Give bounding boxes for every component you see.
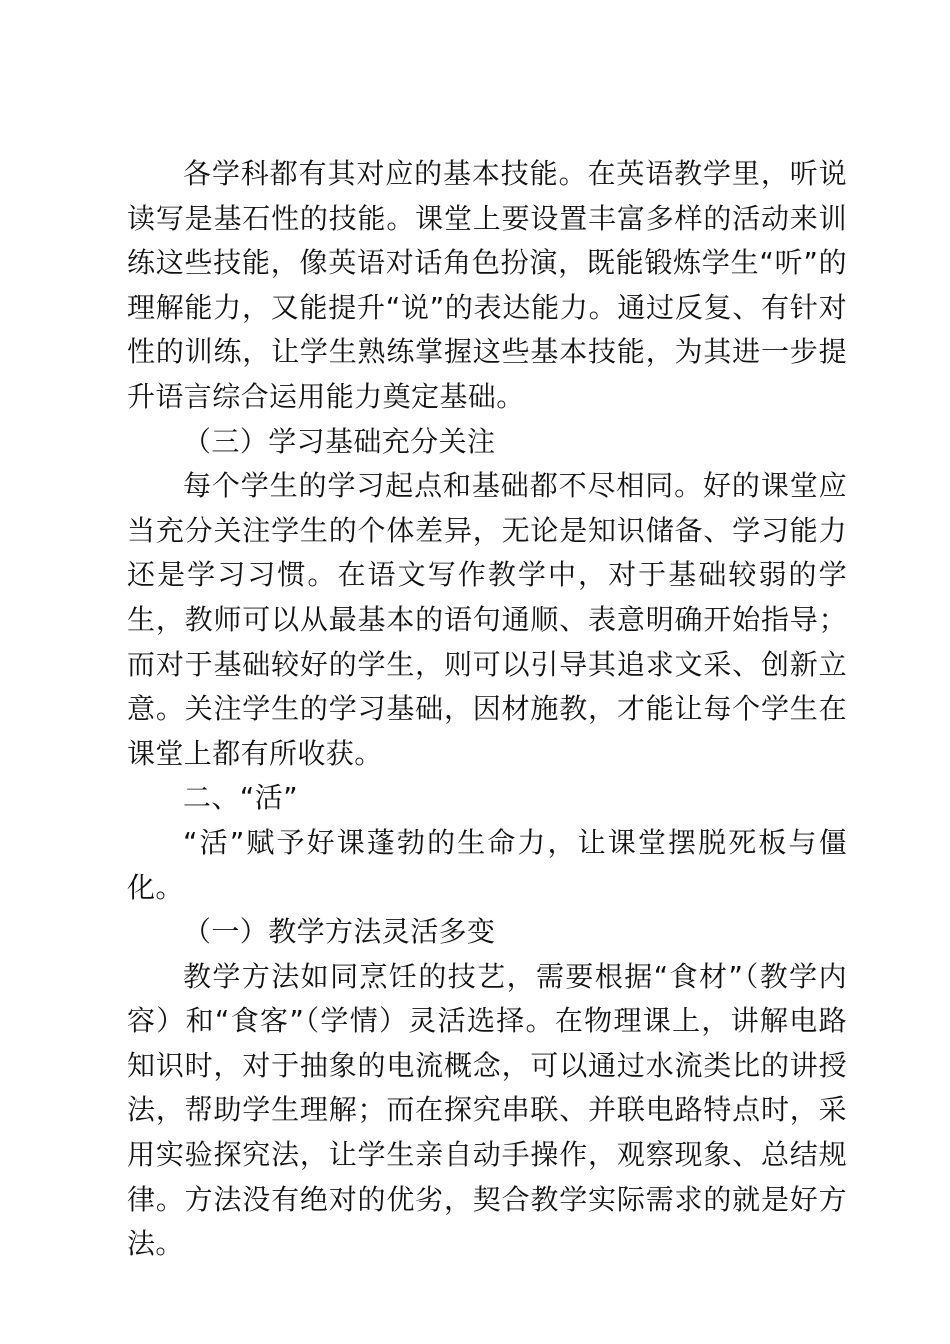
paragraph-teaching-methods: 教学方法如同烹饪的技艺，需要根据“食材”（教学内容）和“食客”（学情）灵活选择。在物理课上，讲解电路知识时，对于抽象的电流概念，可以通过水流类比的讲授法，帮助学生理解；而在探究串联、并联电路特点时，采用实验探究法，让学生亲自动手操作，观察现象、总结规律。方法没有绝对的优劣，契合教学实际需求的就是好方法。 [127, 959, 847, 1261]
section-heading-huo: 二、“活” [183, 781, 299, 815]
paragraph-huo-intro: “活”赋予好课蓬勃的生命力，让课堂摆脱死板与僵化。 [127, 825, 847, 904]
subheading-learning-foundation: （三）学习基础充分关注 [183, 424, 496, 458]
paragraph-basic-skills: 各学科都有其对应的基本技能。在英语教学里，听说读写是基石性的技能。课堂上要设置丰富多样的活动来训练这些技能，像英语对话角色扮演，既能锻炼学生“听”的理解能力，又能提升“说”的表达能力。通过反复、有针对性的训练，让学生熟练掌握这些基本技能，为其进一步提升语言综合运用能力奠定基础。 [127, 157, 847, 413]
paragraph-learning-foundation: 每个学生的学习起点和基础都不尽相同。好的课堂应当充分关注学生的个体差异，无论是知识储备、学习能力还是学习习惯。在语文写作教学中，对于基础较弱的学生，教师可以从最基本的语句通顺、表意明确开始指导；而对于基础较好的学生，则可以引导其追求文采、创新立意。关注学生的学习基础，因材施教，才能让每个学生在课堂上都有所收获。 [127, 469, 847, 770]
subheading-teaching-methods: （一）教学方法灵活多变 [183, 915, 496, 949]
document-body [127, 152, 847, 1267]
